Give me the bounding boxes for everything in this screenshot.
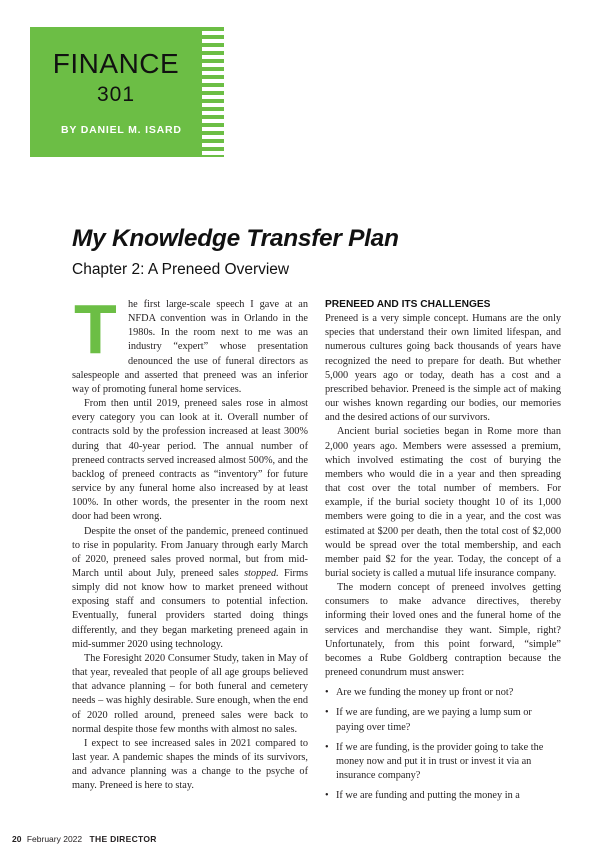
paragraph: Despite the onset of the pandemic, preneed continued to rise in popularity. From January through early March of 2020, preneed sales proved normal, but from mid-March until about July, preneed sales stopped. Firms simply did not know how to market preneed without exposing staff and consumers to potential infection. Eventually, funeral providers started doing things differently, and they began marketing preneed again in mid-summer 2020 using technology. — [72, 525, 308, 650]
list-item: • If we are funding, are we paying a lump sum or paying over time? — [325, 706, 561, 734]
question-list — [325, 686, 561, 803]
section-heading: PRENEED AND ITS CHALLENGES — [325, 299, 491, 310]
article-headline: My Knowledge Transfer Plan — [72, 225, 399, 252]
paragraph: Preneed is a very simple concept. Humans are the only species that understand their own limited lifespan, and numerous cultures going back thousands of years have recognized the need to prepare for death. But whether 5,000 years ago or today, death has a cost and a prescribed behavior. Preneed is the simple act of making our wishes known regarding our bodies, our memories and the desired actions of our survivors. — [325, 313, 561, 424]
list-item: • If we are funding and putting the money in a — [325, 789, 561, 803]
list-item: • If we are funding, is the provider going to take the money now and put it in trust or invest it via an insurance company? — [325, 741, 561, 783]
column-banner — [30, 27, 202, 157]
list-item: • Are we funding the money up front or not? — [325, 686, 561, 700]
column-title: FINANCE — [52, 48, 180, 79]
author-byline: BY DANIEL M. ISARD — [61, 124, 182, 136]
publication-name: THE DIRECTOR — [89, 834, 157, 844]
paragraph: From then until 2019, preneed sales rose in almost every category you can look at it. Overall number of contracts sold by the profession increased at least 300% during that 40-year period. The annual number of preneed contracts served increased almost 500%, and the backlog of preneed contracts as “inventory” for future service by any funeral home also increased by at least 100%. In other words, the presenter in the room next door had been wrong. — [72, 398, 308, 523]
left-column — [72, 290, 308, 793]
page-footer — [12, 834, 157, 844]
drop-cap: T — [74, 290, 117, 368]
emphasis-stopped: stopped. — [244, 567, 279, 579]
issue-date: February 2022 — [26, 834, 83, 844]
right-column — [325, 298, 561, 809]
column-number: 301 — [96, 83, 136, 106]
paragraph: The Foresight 2020 Consumer Study, taken in May of that year, revealed that people of all age groups believed that advance planning – for both funeral and cemetery needs – was highly desirable. Sure enough, when the end of 2020 rolled around, preneed sales were back to normal despite those few months with almost no sales. — [72, 652, 308, 735]
paragraph: T he first large-scale speech I gave at an NFDA convention was in Orlando in the 1980s. In the room next to me was an industry “expert” whose presentation denounced the use of funeral directors as salespeople and asserted that preneed was an inferior way of promoting funeral home services. — [72, 290, 308, 395]
page-number: 20 — [12, 834, 22, 844]
paragraph: The modern concept of preneed involves getting consumers to make advance directives, thereby informing their loved ones and the funeral home of the services and merchandise they want. Simple, right? Unfortunately, from this point forward, “simple” becomes a Rube Goldberg contraption because the preneed conundrum must answer: — [325, 582, 561, 679]
paragraph: I expect to see increased sales in 2021 compared to last year. A pandemic shapes the minds of its survivors, and advance planning was a change to the psyche of many. Preneed is here to stay. — [72, 737, 308, 792]
paragraph: Ancient burial societies began in Rome more than 2,000 years ago. Members were assessed a premium, which involved estimating the cost of burying the members who would die in a year and then spreading that cost over the total number of members. For example, if the burial society thought 10 of its 1,000 members were going to die in a year, and the cost was estimated at $200 per death, then the total cost of $2,000 would be spread over the total membership, and each member paid $2 for the year. Today, the concept of a burial society is called a mutual life insurance company. — [325, 426, 561, 579]
article-subhead: Chapter 2: A Preneed Overview — [72, 261, 290, 278]
banner-stripes — [202, 27, 224, 157]
